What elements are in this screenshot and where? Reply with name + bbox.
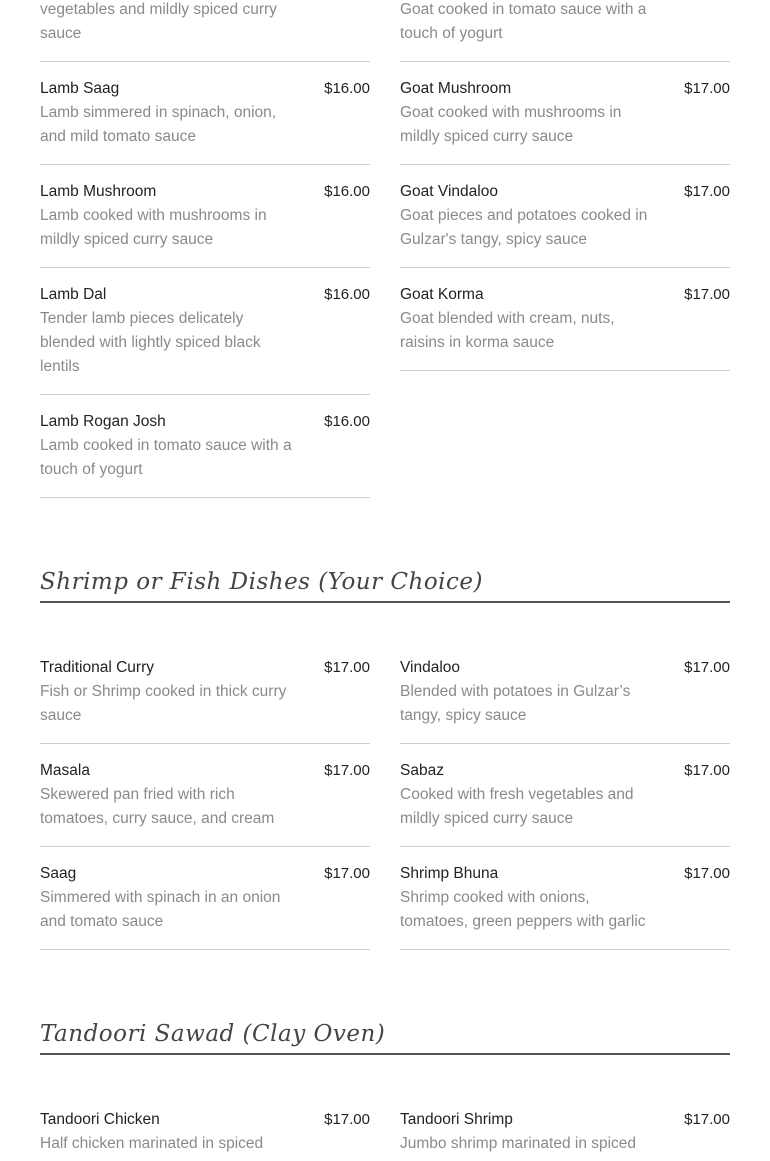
menu-item-name: Goat Vindaloo <box>400 183 498 200</box>
menu-item-tandoori-shrimp <box>400 1108 730 1161</box>
menu-item-price: $17.00 <box>324 762 370 779</box>
menu-item-price: $17.00 <box>684 762 730 779</box>
menu-item-lamb-dal <box>40 283 370 395</box>
menu-item-name: Lamb Dal <box>40 286 107 303</box>
menu-item-price: $16.00 <box>324 413 370 430</box>
menu-item-shrimp-bhuna <box>400 862 730 950</box>
menu-item-description: Cooked with fresh vegetables and mildly spiced curry sauce <box>400 786 634 827</box>
menu-item-price: $17.00 <box>324 865 370 882</box>
menu-item-name: Shrimp Bhuna <box>400 865 499 882</box>
menu-item-partial-left <box>40 0 370 62</box>
menu-item-vindaloo <box>400 656 730 744</box>
section-heading-tandoori: Tandoori Sawad (Clay Oven) <box>40 1021 730 1055</box>
menu-item-lamb-saag <box>40 77 370 165</box>
menu-item-name: Masala <box>40 762 90 779</box>
menu-item-description: Goat pieces and potatoes cooked in Gulzar's tangy, spicy sauce <box>400 207 648 248</box>
menu-item-description: Tender lamb pieces delicately blended with lightly spiced black lentils <box>40 310 261 375</box>
menu-item-goat-vindaloo <box>400 180 730 268</box>
menu-item-price: $17.00 <box>684 183 730 200</box>
section-heading-seafood: Shrimp or Fish Dishes (Your Choice) <box>40 569 730 603</box>
menu-item-description: Blended with potatoes in Gulzar’s tangy, spicy sauce <box>400 683 631 724</box>
menu-item-price: $17.00 <box>684 865 730 882</box>
menu-item-partial-right <box>400 0 730 62</box>
menu-item-saag <box>40 862 370 950</box>
menu-item-tandoori-chicken <box>40 1108 370 1161</box>
menu-item-goat-korma <box>400 283 730 371</box>
menu-item-name: Vindaloo <box>400 659 461 676</box>
menu-item-description: vegetables and mildly spiced curry sauce <box>40 1 277 42</box>
menu-item-description: Fish or Shrimp cooked in thick curry sauce <box>40 683 287 724</box>
menu-item-name: Tandoori Chicken <box>40 1111 160 1128</box>
menu-item-masala <box>40 759 370 847</box>
menu-item-description: Skewered pan fried with rich tomatoes, curry sauce, and cream <box>40 786 275 827</box>
menu-item-name: Lamb Mushroom <box>40 183 157 200</box>
menu-item-description: Lamb simmered in spinach, onion, and mild tomato sauce <box>40 104 277 145</box>
menu-item-name: Lamb Rogan Josh <box>40 413 166 430</box>
menu-item-name: Lamb Saag <box>40 80 120 97</box>
menu-item-price: $16.00 <box>324 80 370 97</box>
menu-item-description: Simmered with spinach in an onion and tomato sauce <box>40 889 281 930</box>
menu-item-sabaz <box>400 759 730 847</box>
menu-item-description: Goat blended with cream, nuts, raisins in korma sauce <box>400 310 615 351</box>
menu-item-price: $17.00 <box>684 286 730 303</box>
menu-item-price: $17.00 <box>684 1111 730 1128</box>
menu-item-lamb-rogan-josh <box>40 410 370 498</box>
menu-item-price: $17.00 <box>324 1111 370 1128</box>
menu-item-description: Half chicken marinated in spiced <box>40 1135 264 1152</box>
menu-item-description: Lamb cooked with mushrooms in mildly spiced curry sauce <box>40 207 267 248</box>
menu-item-price: $17.00 <box>684 80 730 97</box>
menu-item-description: Lamb cooked in tomato sauce with a touch of yogurt <box>40 437 292 478</box>
menu-item-name: Goat Korma <box>400 286 484 303</box>
menu-item-price: $16.00 <box>324 183 370 200</box>
menu-item-lamb-mushroom <box>40 180 370 268</box>
menu-item-goat-mushroom <box>400 77 730 165</box>
menu-item-description: Jumbo shrimp marinated in spiced <box>400 1135 637 1152</box>
menu-item-name: Traditional Curry <box>40 659 154 676</box>
menu-item-description: Goat cooked in tomato sauce with a touch of yogurt <box>400 1 647 42</box>
menu-item-name: Tandoori Shrimp <box>400 1111 513 1128</box>
menu-item-name: Goat Mushroom <box>400 80 512 97</box>
menu-item-price: $17.00 <box>324 659 370 676</box>
menu-item-description: Goat cooked with mushrooms in mildly spiced curry sauce <box>400 104 622 145</box>
menu-item-name: Saag <box>40 865 77 882</box>
menu-item-price: $16.00 <box>324 286 370 303</box>
menu-item-price: $17.00 <box>684 659 730 676</box>
menu-item-description: Shrimp cooked with onions, tomatoes, green peppers with garlic <box>400 889 646 930</box>
menu-item-name: Sabaz <box>400 762 444 779</box>
menu-item-traditional-curry <box>40 656 370 744</box>
